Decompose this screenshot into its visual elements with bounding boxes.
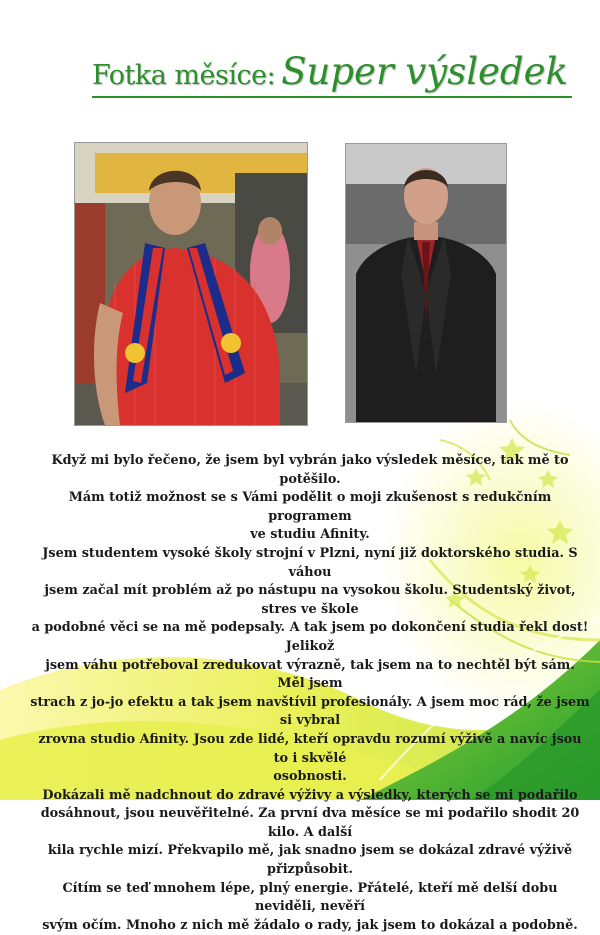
person-before-photo-icon (75, 143, 307, 425)
title-underline (92, 96, 572, 98)
text-line: osobnosti. (273, 769, 347, 785)
title-main: Super výsledek (281, 50, 568, 93)
text-line: dosáhnout, jsou neuvěřitelné. Za první dva měsíce se mi podařilo shodit 20 kilo. A další (40, 806, 580, 840)
text-line: jsem začal mít problém až po nástupu na vysokou školu. Studentský život, stres ve škole (44, 583, 576, 617)
text-line: zrovna studio Afinity. Jsou zde lidé, kteří opravdu rozumí výživě a navíc jsou to i skvělé (38, 731, 582, 766)
text-line: kila rychle mizí. Překvapilo mě, jak snadno jsem se dokázal zdravé výživě přizpůsobit. (47, 843, 573, 878)
article-text (30, 452, 590, 935)
text-line: svým očím. Mnoho z nich mě žádalo o rady, jak jsem to dokázal a podobně. (42, 917, 578, 933)
before-photo (74, 142, 308, 426)
text-line: a podobné věci se na mě podepsaly. A tak jsem po dokončení studia řekl dost! Jelikož (31, 620, 589, 654)
text-line: strach z jo-jo efektu a tak jsem navštívil profesionály. A jsem moc rád, že jsem si vybral (30, 694, 590, 729)
page-title (92, 50, 582, 93)
after-photo (345, 143, 507, 423)
title-prefix: Fotka měsíce: (92, 60, 276, 91)
text-line: Cítím se teď mnohem lépe, plný energie. Přátelé, kteří mě delší dobu neviděli, nevěří (62, 880, 558, 915)
text-line: Když mi bylo řečeno, že jsem byl vybrán jako výsledek měsíce, tak mě to potěšilo. (51, 453, 569, 487)
text-line: Jsem studentem vysoké školy strojní v Plzni, nyní již doktorského studia. S váhou (42, 545, 578, 580)
text-line: ve studiu Afinity. (250, 527, 370, 543)
person-after-photo-icon (346, 144, 506, 422)
text-line: Dokázali mě nadchnout do zdravé výživy a výsledky, kterých se mi podařilo (42, 787, 578, 803)
text-line: Mám totiž možnost se s Vámi podělit o moji zkušenost s redukčním programem (68, 490, 552, 524)
text-line: jsem váhu potřeboval zredukovat výrazně, tak jsem na to nechtěl být sám. Měl jsem (45, 657, 575, 692)
